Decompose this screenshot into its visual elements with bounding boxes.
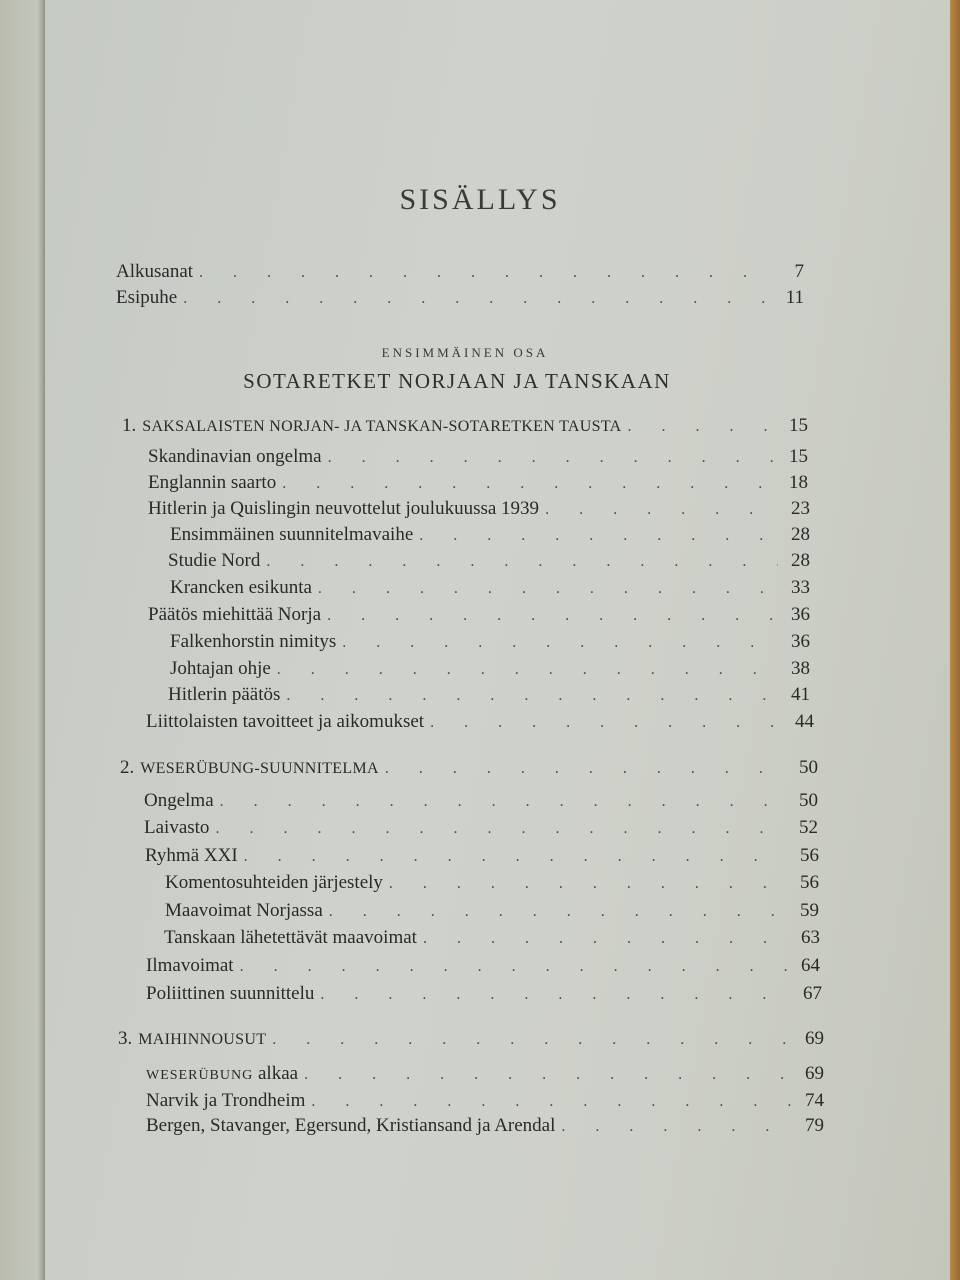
dot-leader bbox=[272, 1031, 792, 1049]
dot-leader bbox=[342, 634, 778, 652]
entry-page: 52 bbox=[799, 817, 818, 838]
dot-leader bbox=[430, 714, 782, 732]
chapter-1-heading bbox=[122, 415, 808, 437]
toc-entry bbox=[146, 1090, 824, 1112]
dot-leader bbox=[244, 848, 787, 866]
toc-entry bbox=[148, 604, 810, 626]
part-kicker: ENSIMMÄINEN OSA bbox=[381, 345, 549, 360]
entry-page: 79 bbox=[805, 1115, 824, 1136]
dot-leader bbox=[561, 1118, 792, 1136]
entry-page: 59 bbox=[800, 900, 819, 921]
chapter-2-heading bbox=[120, 757, 818, 779]
entry-label: Studie Nord bbox=[168, 550, 261, 571]
dot-leader bbox=[545, 501, 778, 519]
dot-leader bbox=[266, 553, 778, 571]
entry-label: Narvik ja Trondheim bbox=[146, 1090, 306, 1111]
toc-entry bbox=[148, 472, 808, 494]
toc-entry bbox=[170, 524, 810, 546]
toc-entry bbox=[144, 790, 818, 812]
toc-entry bbox=[146, 983, 822, 1005]
entry-page: 23 bbox=[791, 498, 810, 519]
entry-label: Falkenhorstin nimitys bbox=[170, 631, 337, 652]
chapter-page: 15 bbox=[789, 415, 808, 436]
chapter-3-heading bbox=[118, 1028, 824, 1050]
entry-page: 56 bbox=[800, 872, 819, 893]
entry-page: 18 bbox=[789, 472, 808, 493]
toc-entry bbox=[170, 577, 810, 599]
chapter-number: 2. bbox=[120, 757, 135, 778]
entry-label: Päätös miehittää Norja bbox=[148, 604, 322, 625]
toc-entry bbox=[168, 550, 810, 572]
entry-label: Maavoimat Norjassa bbox=[165, 900, 323, 921]
dot-leader bbox=[389, 875, 787, 893]
toc-entry bbox=[144, 817, 818, 839]
toc-entry bbox=[148, 446, 808, 468]
dot-leader bbox=[277, 661, 778, 679]
dot-leader bbox=[311, 1093, 792, 1111]
entry-label: Alkusanat bbox=[116, 261, 194, 282]
entry-page: 67 bbox=[803, 983, 822, 1004]
toc-entry bbox=[165, 900, 819, 922]
entry-label: Liittolaisten tavoitteet ja aikomukset bbox=[146, 711, 425, 732]
dot-leader bbox=[423, 930, 788, 948]
dot-leader bbox=[320, 986, 790, 1004]
toc-entry bbox=[146, 1115, 824, 1137]
entry-page: 74 bbox=[805, 1090, 824, 1111]
entry-label: Krancken esikunta bbox=[170, 577, 312, 598]
toc-entry bbox=[146, 711, 814, 733]
entry-page: 64 bbox=[801, 955, 820, 976]
entry-label: Bergen, Stavanger, Egersund, Kristiansand ja Arendal bbox=[146, 1115, 556, 1136]
dot-leader bbox=[220, 793, 786, 811]
entry-label: Ilmavoimat bbox=[146, 955, 234, 976]
chapter-title: MAIHINNOUSUT bbox=[138, 1031, 267, 1048]
dot-leader bbox=[240, 958, 788, 976]
chapter-title: SAKSALAISTEN NORJAN- JA TANSKAN-SOTARETKEN TAUSTA bbox=[142, 418, 622, 435]
dot-leader bbox=[328, 449, 776, 467]
entry-label: Laivasto bbox=[144, 817, 210, 838]
entry-page: 15 bbox=[789, 446, 808, 467]
toc-entry bbox=[170, 631, 810, 653]
dot-leader bbox=[282, 475, 776, 493]
dot-leader bbox=[318, 580, 778, 598]
entry-label: Skandinavian ongelma bbox=[148, 446, 322, 467]
toc-entry-esipuhe bbox=[116, 287, 804, 309]
entry-page: 28 bbox=[791, 550, 810, 571]
chapter-page: 50 bbox=[799, 757, 818, 778]
entry-label bbox=[146, 1063, 298, 1085]
toc-title: SISÄLLYS bbox=[399, 183, 561, 216]
toc-entry bbox=[145, 845, 819, 867]
entry-page: 28 bbox=[791, 524, 810, 545]
entry-page: 38 bbox=[791, 658, 810, 679]
entry-label: Ongelma bbox=[144, 790, 214, 811]
entry-page: 41 bbox=[791, 684, 810, 705]
dot-leader bbox=[304, 1066, 792, 1084]
entry-page: 36 bbox=[791, 604, 810, 625]
chapter-title: WESERÜBUNG-SUUNNITELMA bbox=[140, 760, 379, 777]
dot-leader bbox=[385, 760, 786, 778]
toc-entry bbox=[146, 955, 820, 977]
dot-leader bbox=[329, 903, 787, 921]
entry-label: Hitlerin ja Quislingin neuvottelut joulukuussa 1939 bbox=[148, 498, 540, 519]
entry-label: Ryhmä XXI bbox=[145, 845, 238, 866]
chapter-number: 3. bbox=[118, 1028, 133, 1049]
entry-page: 36 bbox=[791, 631, 810, 652]
dot-leader bbox=[419, 527, 778, 545]
entry-label: Ensimmäinen suunnitelmavaihe bbox=[170, 524, 414, 545]
entry-page: 33 bbox=[791, 577, 810, 598]
entry-page: 50 bbox=[799, 790, 818, 811]
dot-leader bbox=[327, 607, 778, 625]
entry-label: Esipuhe bbox=[116, 287, 178, 308]
entry-page: 44 bbox=[795, 711, 814, 732]
chapter-number: 1. bbox=[122, 415, 137, 436]
entry-page: 56 bbox=[800, 845, 819, 866]
entry-page: 7 bbox=[794, 261, 804, 282]
toc-entry bbox=[170, 658, 810, 680]
chapter-page: 69 bbox=[805, 1028, 824, 1049]
dot-leader bbox=[183, 290, 772, 308]
dot-leader bbox=[215, 820, 786, 838]
entry-label: Tanskaan lähetettävät maavoimat bbox=[164, 927, 417, 948]
entry-label: Englannin saarto bbox=[148, 472, 277, 493]
entry-label: Hitlerin päätös bbox=[168, 684, 281, 705]
part-title: SOTARETKET NORJAAN JA TANSKAAN bbox=[243, 369, 671, 393]
toc-entry bbox=[164, 927, 820, 949]
dot-leader bbox=[286, 687, 778, 705]
entry-label: Johtajan ohje bbox=[170, 658, 271, 679]
entry-page: 11 bbox=[785, 287, 804, 308]
entry-label-smallcaps: WESERÜBUNG bbox=[146, 1068, 254, 1083]
toc-entry-alkusanat bbox=[116, 261, 804, 283]
dot-leader bbox=[199, 264, 772, 282]
entry-page: 69 bbox=[805, 1063, 824, 1084]
dot-leader bbox=[627, 418, 776, 436]
entry-page: 63 bbox=[801, 927, 820, 948]
entry-label: Poliittinen suunnittelu bbox=[146, 983, 315, 1004]
toc-entry bbox=[146, 1063, 824, 1085]
toc-entry bbox=[168, 684, 810, 706]
toc-entry bbox=[165, 872, 819, 894]
entry-label-rest: alkaa bbox=[257, 1063, 299, 1084]
toc-entry bbox=[148, 498, 810, 520]
entry-label: Komentosuhteiden järjestely bbox=[165, 872, 383, 893]
